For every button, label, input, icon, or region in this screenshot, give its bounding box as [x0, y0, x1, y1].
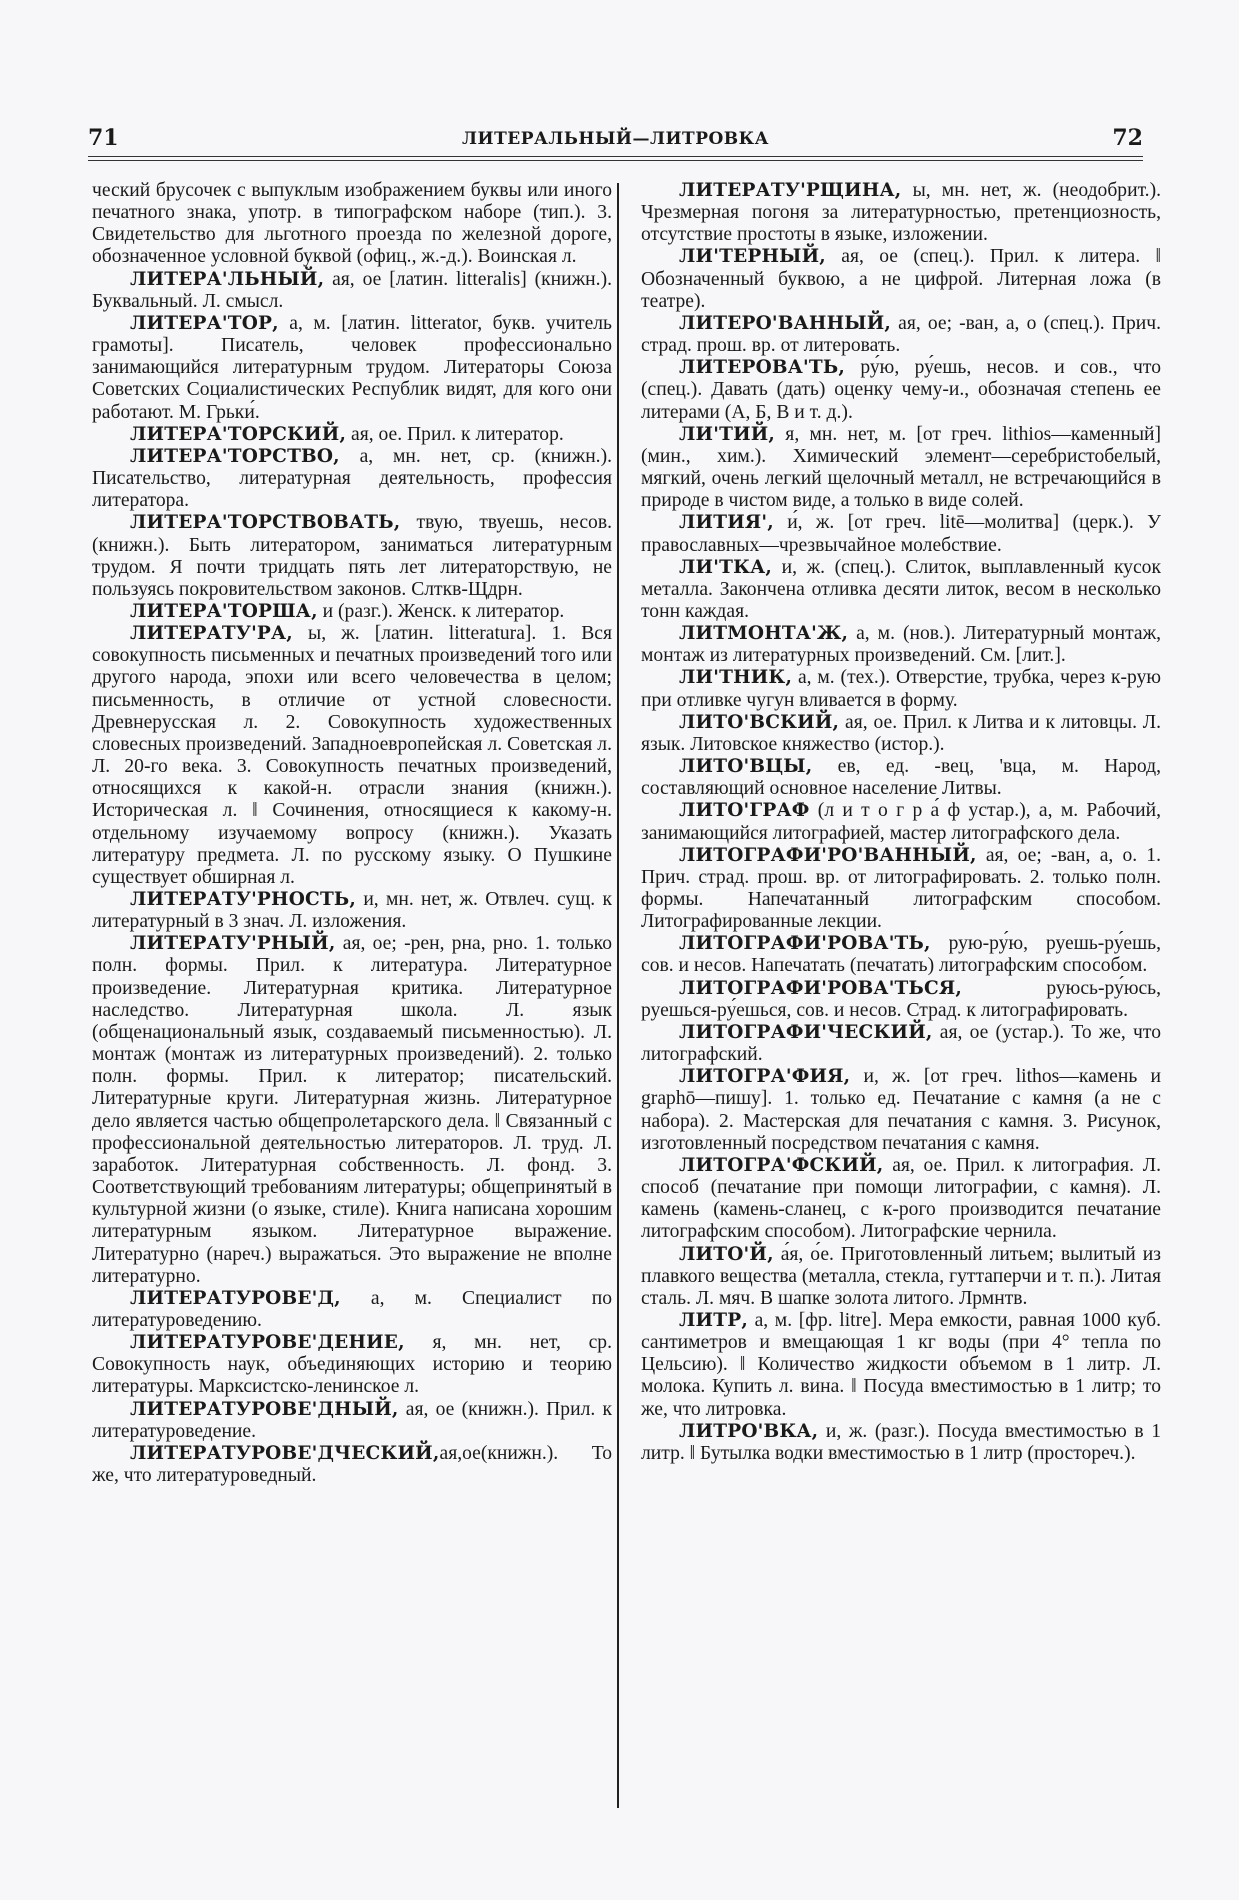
headword: ЛИТЕРА'ТОРСТВО, [130, 445, 340, 467]
page-number-right: 72 [1112, 125, 1143, 151]
headword: ЛИТОГРА'ФИЯ, [679, 1066, 851, 1088]
headword: ЛИТЕРА'ТОРСТВОВАТЬ, [130, 512, 401, 534]
page-header [88, 125, 1143, 153]
headword: ЛИТИЯ', [679, 512, 774, 534]
headword: ЛИТО'Й, [679, 1243, 774, 1265]
headword: ЛИТЕРО'ВАННЫЙ, [679, 312, 892, 334]
headword: ЛИТРО'ВКА, [679, 1420, 819, 1442]
dictionary-entry: ЛИТЕРАТУ'РА, ы, ж. [латин. litteratura]. 1. Вся совокупность письменных и печатных произведений того или другого народа, эпохи или всего человечества в целом; письменность, в отличие от устной словесности. Древнерусская л. 2. Совокупность художественных словесных произведений. Западноевропейская л. Советская л. Л. 20-го века. 3. Совокупность печатных произведений, относящихся к какой-н. отрасли знания (книжн.). Историческая л. ‖ Сочинения, относящиеся к какому-н. отдельному изучаемому вопросу (книжн.). Указать литературу предмета. Л. по русскому языку. О Пушкине существует обширная л. [92, 623, 612, 888]
dictionary-entry: ЛИТЕРА'ТОР, а, м. [латин. litterator, букв. учитель грамоты]. Писатель, человек профессионально занимающийся литературным трудом. Литераторы Союза Советских Социалистических Республик видят, для кого они работают. М. Грьки́. [92, 312, 612, 423]
headword: ЛИТЕРА'ТОР, [130, 312, 279, 334]
headword: ЛИТО'ВЦЫ, [679, 756, 813, 778]
dictionary-entry: ЛИТОГРАФИ'РОВА'ТЬСЯ, руюсь-ру́юсь, руешься-ру́ешься, сов. и несов. Страд. к литографировать. [641, 977, 1161, 1021]
header-rule [88, 156, 1143, 157]
headword: ЛИТЕРАТУРОВЕ'ДЧЕСКИЙ, [130, 1442, 440, 1464]
headword: ЛИТОГРА'ФСКИЙ, [679, 1154, 884, 1176]
page-number-left: 71 [88, 125, 119, 151]
dictionary-entry: ЛИТР, а, м. [фр. litre]. Мера емкости, равная 1000 куб. сантиметров и вмещающая 1 кг воды (при 4° тепла по Цельсию). ‖ Количество жидкости объемом в 1 литр. Л. молока. Купить л. вина. ‖ Посуда вместимостью в 1 литр; то же, что литровка. [641, 1309, 1161, 1420]
dictionary-entry: ЛИТОГРАФИ'РО'ВАННЫЙ, ая, ое; -ван, а, о. 1. Прич. страд. прош. вр. от литографировать. 2. только полн. формы. Напечатанный литографским способом. Литографированные лекции. [641, 844, 1161, 933]
headword: ЛИТЕРАТУ'РНОСТЬ, [130, 889, 357, 910]
headword: ЛИТЕРАТУРОВЕ'ДЕНИЕ, [130, 1332, 405, 1354]
dictionary-entry: ЛИТЕРА'ТОРСКИЙ, ая, ое. Прил. к литератор. [130, 423, 564, 445]
dictionary-entry: ЛИТИЯ', и́, ж. [от греч. litē—молитва] (церк.). У православных—чрезвычайное молебствие. [641, 512, 1161, 556]
headword: ЛИТЕРАТУ'РА, [130, 623, 293, 645]
dictionary-entry: ЛИТЕРО'ВАННЫЙ, ая, ое; -ван, а, о (спец.). Прич. страд. прош. вр. от литеровать. [641, 312, 1161, 357]
header-rule-thin [88, 160, 1143, 161]
dictionary-entry: ЛИТЕРАТУ'РНОСТЬ, и, мн. нет, ж. Отвлеч. сущ. к литературный в 3 знач. Л. изложения. [92, 889, 612, 933]
headword: ЛИТОГРАФИ'ЧЕСКИЙ, [679, 1021, 933, 1043]
headword: ЛИТР, [679, 1309, 748, 1331]
dictionary-entry: ЛИТО'ВСКИЙ, ая, ое. Прил. к Литва и к литовцы. Л. язык. Литовское княжество (истор.). [641, 711, 1161, 755]
headword: ЛИТЕРАТУ'РЩИНА, [679, 180, 902, 201]
right-column [641, 180, 1161, 1465]
dictionary-entry: ЛИТЕРАТУРОВЕ'ДЕНИЕ, я, мн. нет, ср. Совокупность наук, объединяющих историю и теорию литературы. Марксистско-ленинское л. [92, 1332, 612, 1398]
headword: ЛИТОГРАФИ'РОВА'ТЬСЯ, [679, 977, 963, 999]
dictionary-entry: ЛИТЕРОВА'ТЬ, ру́ю, ру́ешь, несов. и сов., что (спец.). Давать (дать) оценку чему-и., обозначая степень ее литерами (А, Б, В и т. д.). [641, 357, 1161, 423]
headword: ЛИ'ТНИК, [679, 667, 793, 689]
left-column [92, 180, 612, 1487]
headword: ЛИТЕРАТУРОВЕ'ДНЫЙ, [130, 1398, 399, 1420]
dictionary-entry: ЛИТЕРАТУ'РНЫЙ, ая, ое; -рен, рна, рно. 1. только полн. формы. Прил. к литература. Литературное произведение. Литературная критика. Литературное наследство. Литературная школа. Л. язык (общенациональный язык, создаваемый письменностью). Л. монтаж (монтаж из литературных произведений). 2. только полн. формы. Прил. к литератор; писательский. Литературные круги. Литературная жизнь. Литературное дело является частью общепролетарского дела. ‖ Связанный с профессиональной деятельностью литераторов. Л. труд. Л. заработок. Литературная собственность. Л. фонд. 3. Соответствующий требованиям литературы; общепринятый в культурной жизни (о языке, стиле). Книга написана хорошим литературным языком. Литературное выражение. Литературно (нареч.) выражаться. Это выражение не вполне литературно. [92, 933, 612, 1287]
dictionary-entry: ЛИТРО'ВКА, и, ж. (разг.). Посуда вместимостью в 1 литр. ‖ Бутылка водки вместимостью в 1 литр (простореч.). [641, 1420, 1161, 1464]
headword: ЛИТЕРА'ЛЬНЫЙ, [130, 268, 325, 290]
headword: ЛИТО'ВСКИЙ, [679, 711, 840, 733]
dictionary-entry: ЛИТО'ГРАФ (л и т о г р а́ ф устар.), а, м. Рабочий, занимающийся литографией, мастер литографского дела. [641, 800, 1161, 844]
headword: ЛИТЕРА'ТОРША, [130, 600, 318, 622]
headword: ЛИТЕРАТУРОВЕ'Д, [130, 1287, 341, 1309]
dictionary-entry: ЛИТО'Й, а́я, о́е. Приготовленный литьем; вылитый из плавкого вещества (металла, стекла, гуттаперчи и т. п.). Литая сталь. Л. мяч. В шапке золота литого. Лрмнтв. [641, 1243, 1161, 1309]
dictionary-entry: ЛИТОГРА'ФСКИЙ, ая, ое. Прил. к литография. Л. способ (печатание при помощи литографии, с камня). Л. камень (камень-сланец, с к-рого производится печатание литографским способом). Литографские чернила. [641, 1154, 1161, 1243]
headword: ЛИТЕРА'ТОРСКИЙ, [130, 423, 347, 445]
headword: ЛИТЕРАТУ'РНЫЙ, [130, 933, 336, 955]
dictionary-entry: ЛИТЕРАТУРОВЕ'Д, а, м. Специалист по литературоведению. [92, 1287, 612, 1331]
dictionary-entry: ческий брусочек с выпуклым изображением буквы или иного печатного знака, употр. в типографском наборе (тип.). 3. Свидетельство для льготного проезда по железной дороге, обозначенное условной буквой (офиц., ж.-д.). Воинская л. [92, 180, 612, 268]
running-head: ЛИТЕРАЛЬНЫЙ—ЛИТРОВКА [462, 129, 769, 149]
headword: ЛИ'ТИЙ, [679, 423, 776, 445]
headword: ЛИТО'ГРАФ [679, 800, 810, 822]
headword: ЛИТМОНТА'Ж, [679, 623, 849, 645]
dictionary-entry: ЛИТЕРА'ЛЬНЫЙ, ая, ое [латин. litteralis] (книжн.). Буквальный. Л. смысл. [92, 268, 612, 312]
dictionary-entry: ЛИ'ТКА, и, ж. (спец.). Слиток, выплавленный кусок металла. Закончена отливка десяти литок, весом в несколько тонн каждая. [641, 556, 1161, 622]
dictionary-entry: ЛИ'ТИЙ, я, мн. нет, м. [от греч. lithios—каменный] (мин., хим.). Химический элемент—серебристобелый, мягкий, очень легкий щелочный металл, не встречающийся в природе в чистом виде, а только в виде солей. [641, 423, 1161, 512]
dictionary-entry: ЛИТЕРА'ТОРСТВО, а, мн. нет, ср. (книжн.). Писательство, литературная деятельность, профессия литератора. [92, 445, 612, 512]
headword: ЛИТЕРОВА'ТЬ, [679, 357, 845, 379]
dictionary-entry: ЛИТЕРАТУРОВЕ'ДНЫЙ, ая, ое (книжн.). Прил. к литературоведение. [92, 1398, 612, 1442]
dictionary-entry: ЛИТЕРА'ТОРСТВОВАТЬ, твую, твуешь, несов. (книжн.). Быть литератором, заниматься литературным трудом. Я почти тридцать пять лет литераторствую, не пользуясь покровительством законов. Слткв-Щдрн. [92, 512, 612, 600]
dictionary-entry: ЛИ'ТНИК, а, м. (тех.). Отверстие, трубка, через к-рую при отливке чугун вливается в форму. [641, 667, 1161, 711]
dictionary-entry: ЛИТМОНТА'Ж, а, м. (нов.). Литературный монтаж, монтаж из литературных произведений. См. [лит.]. [641, 623, 1161, 667]
dictionary-entry: ЛИТОГРАФИ'ЧЕСКИЙ, ая, ое (устар.). То же, что литографский. [641, 1021, 1161, 1066]
dictionary-entry: ЛИТО'ВЦЫ, ев, ед. -вец, 'вца, м. Народ, составляющий основное население Литвы. [641, 756, 1161, 800]
dictionary-entry: ЛИТОГРАФИ'РОВА'ТЬ, рую-ру́ю, руешь-ру́ешь, сов. и несов. Напечатать (печатать) литографским способом. [641, 933, 1161, 977]
dictionary-entry: ЛИТЕРАТУРОВЕ'ДЧЕСКИЙ,ая,ое(книжн.). То же, что литературоведный. [92, 1442, 612, 1487]
headword: ЛИТОГРАФИ'РОВА'ТЬ, [679, 933, 931, 955]
dictionary-entry: ЛИТЕРАТУ'РЩИНА, ы, мн. нет, ж. (неодобрит.). Чрезмерная погоня за литературностью, претенциозность, отсутствие простоты в языке, изложении. [641, 180, 1161, 246]
dictionary-entry: ЛИ'ТЕРНЫЙ, ая, ое (спец.). Прил. к литера. ‖ Обозначенный буквою, а не цифрой. Литерная ложа (в театре). [641, 246, 1161, 312]
headword: ЛИ'ТКА, [679, 556, 773, 578]
headword: ЛИТОГРАФИ'РО'ВАННЫЙ, [679, 844, 977, 866]
dictionary-entry: ЛИТЕРА'ТОРША, и (разг.). Женск. к литератор. [130, 600, 565, 622]
headword: ЛИ'ТЕРНЫЙ, [679, 246, 826, 268]
column-divider [617, 183, 619, 1808]
dictionary-entry: ЛИТОГРА'ФИЯ, и, ж. [от греч. lithos—камень и graphō—пишу]. 1. только ед. Печатание с камня (а не с набора). 2. Мастерская для печатания с камня. 3. Рисунок, изготовленный посредством печатания с камня. [641, 1066, 1161, 1154]
